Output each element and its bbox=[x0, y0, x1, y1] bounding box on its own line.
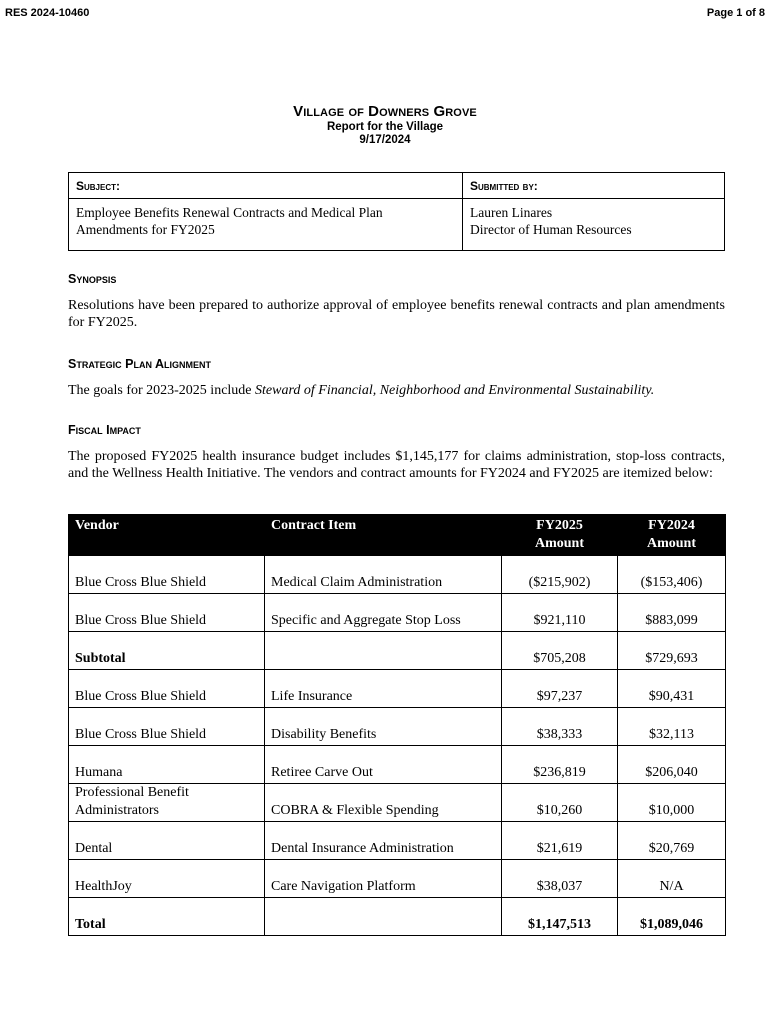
vendor-cell: Subtotal bbox=[69, 632, 265, 670]
header-fy2025: FY2025 Amount bbox=[502, 515, 618, 556]
fy2024-cell: $32,113 bbox=[618, 708, 726, 746]
vendor-cell: Blue Cross Blue Shield bbox=[69, 670, 265, 708]
contract-item-cell: COBRA & Flexible Spending bbox=[265, 784, 502, 822]
fy2025-cell: $1,147,513 bbox=[502, 898, 618, 936]
total-row bbox=[69, 898, 726, 936]
page-number: Page 1 of 8 bbox=[706, 7, 765, 19]
fy2025-cell: $97,237 bbox=[502, 670, 618, 708]
synopsis-text: Resolutions have been prepared to authorize approval of employee benefits renewal contracts and plan amendments for FY2025. bbox=[68, 298, 725, 330]
header-vendor: Vendor bbox=[69, 515, 265, 556]
subject-table bbox=[68, 172, 725, 251]
table-row bbox=[69, 670, 726, 708]
document-id: RES 2024-10460 bbox=[5, 7, 90, 19]
submitted-by-value bbox=[463, 199, 725, 251]
table-row bbox=[69, 860, 726, 898]
vendor-cell: Blue Cross Blue Shield bbox=[69, 556, 265, 594]
strategic-plan-text bbox=[68, 382, 725, 399]
contract-item-cell bbox=[265, 898, 502, 936]
strategic-goal: Steward of Financial, Neighborhood and Environmental Sustainability. bbox=[255, 383, 655, 398]
table-row bbox=[69, 822, 726, 860]
fy2025-cell: $38,037 bbox=[502, 860, 618, 898]
vendor-cell: Professional Benefit Administrators bbox=[69, 784, 265, 822]
page-title: Village of Downers Grove bbox=[293, 103, 477, 120]
vendor-cell: Total bbox=[69, 898, 265, 936]
fy2024-cell: $10,000 bbox=[618, 784, 726, 822]
synopsis-heading: Synopsis bbox=[68, 272, 117, 286]
table-row bbox=[69, 784, 726, 822]
subject-label: Subject: bbox=[69, 173, 463, 199]
fy2024-cell: $1,089,046 bbox=[618, 898, 726, 936]
vendor-cell: Humana bbox=[69, 746, 265, 784]
contract-item-cell: Medical Claim Administration bbox=[265, 556, 502, 594]
fy2024-cell: N/A bbox=[618, 860, 726, 898]
vendor-cell: Dental bbox=[69, 822, 265, 860]
strategic-plan-heading: Strategic Plan Alignment bbox=[68, 357, 212, 371]
contract-item-cell: Dental Insurance Administration bbox=[265, 822, 502, 860]
submitter-title: Director of Human Resources bbox=[470, 222, 632, 237]
table-row bbox=[69, 746, 726, 784]
fy2024-cell: $729,693 bbox=[618, 632, 726, 670]
subject-value: Employee Benefits Renewal Contracts and Medical Plan Amendments for FY2025 bbox=[69, 199, 463, 251]
fy2025-cell: $921,110 bbox=[502, 594, 618, 632]
table-row bbox=[69, 708, 726, 746]
report-subtitle: Report for the Village bbox=[326, 121, 444, 133]
strategic-text-prefix: The goals for 2023-2025 include bbox=[68, 383, 256, 398]
fy2024-cell: $206,040 bbox=[618, 746, 726, 784]
contract-item-cell bbox=[265, 632, 502, 670]
report-date: 9/17/2024 bbox=[359, 134, 411, 146]
table-row bbox=[69, 556, 726, 594]
fy2025-cell: $10,260 bbox=[502, 784, 618, 822]
vendor-contract-table bbox=[68, 514, 726, 936]
submitter-name: Lauren Linares bbox=[470, 205, 553, 220]
contract-item-cell: Specific and Aggregate Stop Loss bbox=[265, 594, 502, 632]
fy2025-cell: $21,619 bbox=[502, 822, 618, 860]
fy2024-cell: $20,769 bbox=[618, 822, 726, 860]
contract-item-cell: Life Insurance bbox=[265, 670, 502, 708]
subtotal-row bbox=[69, 632, 726, 670]
fy2025-cell: ($215,902) bbox=[502, 556, 618, 594]
submitted-by-label: Submitted by: bbox=[463, 173, 725, 199]
fy2024-cell: $90,431 bbox=[618, 670, 726, 708]
vendor-cell: HealthJoy bbox=[69, 860, 265, 898]
contract-item-cell: Retiree Carve Out bbox=[265, 746, 502, 784]
fiscal-impact-text: The proposed FY2025 health insurance budget includes $1,145,177 for claims administration, stop-loss contracts, and the Wellness Health Initiative. The vendors and contract amounts for FY2024 and FY2025 are itemized below: bbox=[68, 449, 725, 481]
fiscal-impact-heading: Fiscal Impact bbox=[68, 423, 141, 437]
header-fy2024: FY2024 Amount bbox=[618, 515, 726, 556]
contract-item-cell: Disability Benefits bbox=[265, 708, 502, 746]
vendor-cell: Blue Cross Blue Shield bbox=[69, 594, 265, 632]
fy2025-cell: $38,333 bbox=[502, 708, 618, 746]
fy2024-cell: $883,099 bbox=[618, 594, 726, 632]
title-block bbox=[0, 103, 770, 146]
vendor-cell: Blue Cross Blue Shield bbox=[69, 708, 265, 746]
header-contract-item: Contract Item bbox=[265, 515, 502, 556]
fy2024-cell: ($153,406) bbox=[618, 556, 726, 594]
contract-item-cell: Care Navigation Platform bbox=[265, 860, 502, 898]
fy2025-cell: $236,819 bbox=[502, 746, 618, 784]
fy2025-cell: $705,208 bbox=[502, 632, 618, 670]
table-row bbox=[69, 594, 726, 632]
table-header-row bbox=[69, 515, 726, 556]
